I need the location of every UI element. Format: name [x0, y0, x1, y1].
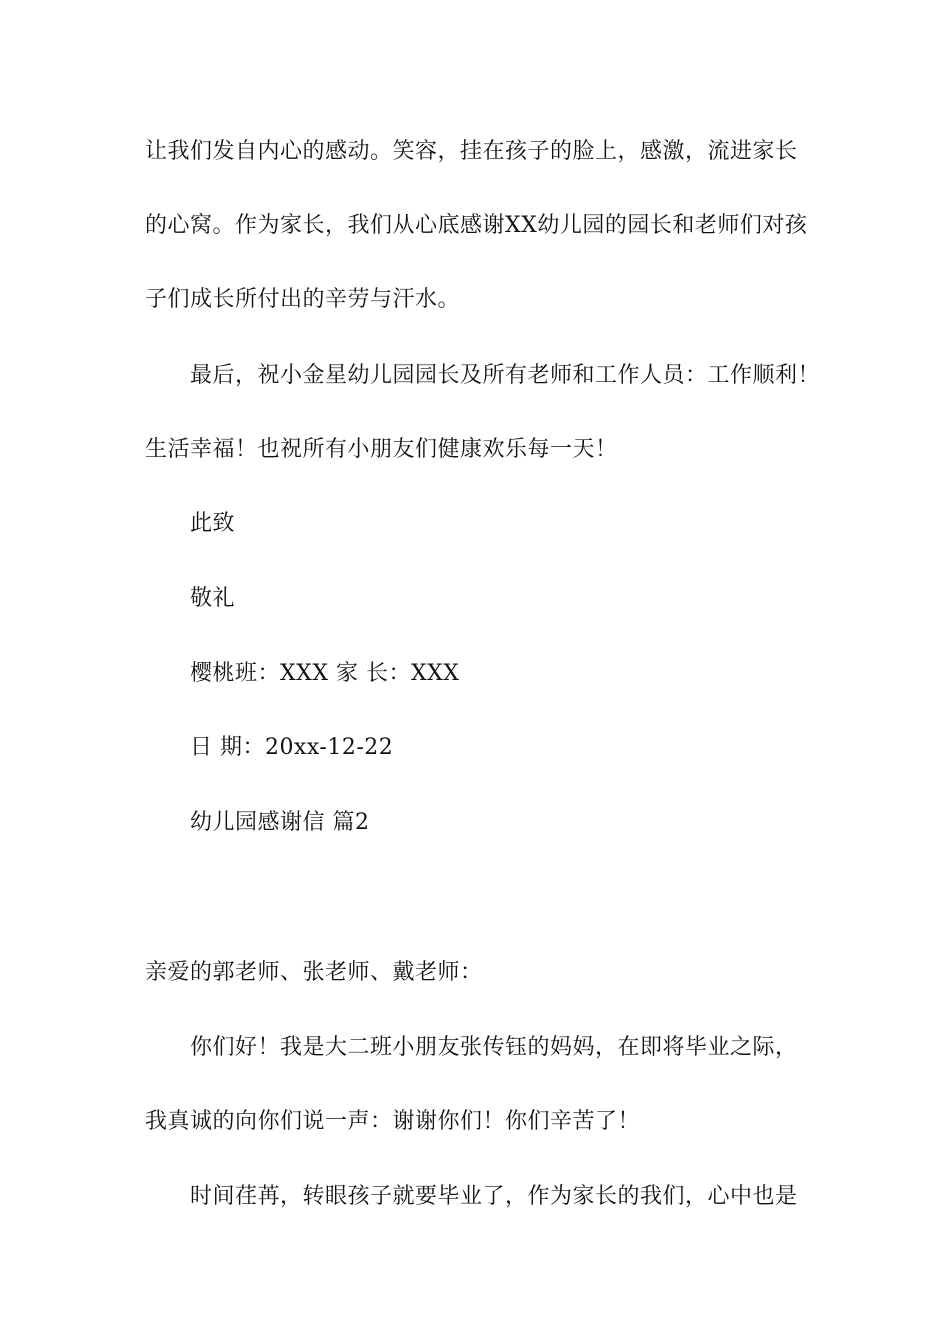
- letter-greeting: 亲爱的郭老师、张老师、戴老师：: [145, 960, 483, 985]
- closing-wish-line-1: 最后，祝小金星幼儿园园长及所有老师和工作人员：工作顺利！: [190, 363, 821, 388]
- salutation-cizhi: 此致: [190, 511, 236, 536]
- salutation-jingli: 敬礼: [190, 586, 236, 611]
- body-line-1: 让我们发自内心的感动。笑容，挂在孩子的脸上，感激，流进家长: [145, 139, 798, 164]
- letter-body-line-1: 你们好！我是大二班小朋友张传钰的妈妈，在即将毕业之际，: [190, 1035, 798, 1060]
- section-heading: 幼儿园感谢信 篇2: [190, 810, 370, 835]
- letter-body-line-2: 我真诚的向你们说一声：谢谢你们！你们辛苦了！: [145, 1109, 641, 1134]
- letter-body-line-3: 时间荏苒，转眼孩子就要毕业了，作为家长的我们，心中也是: [190, 1184, 798, 1209]
- closing-wish-line-2: 生活幸福！也祝所有小朋友们健康欢乐每一天！: [145, 437, 618, 462]
- body-line-3: 子们成长所付出的辛劳与汗水。: [145, 287, 461, 312]
- signature-line: 樱桃班：XXX 家 长：XXX: [190, 661, 460, 686]
- date-line: 日 期：20xx-12-22: [190, 735, 394, 760]
- body-line-2: 的心窝。作为家长，我们从心底感谢XX幼儿园的园长和老师们对孩: [145, 213, 808, 238]
